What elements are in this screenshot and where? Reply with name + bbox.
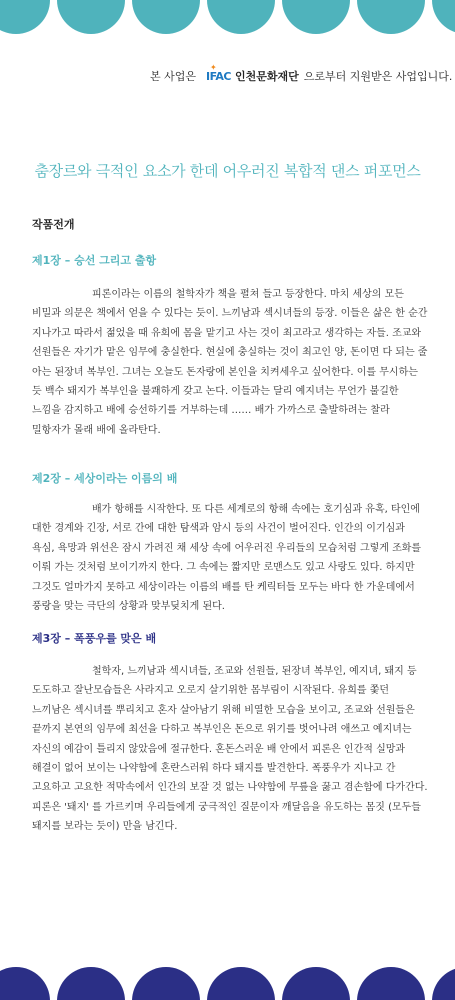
sponsor-prefix: 본 사업은 bbox=[150, 70, 197, 83]
ifac-logo-mark: ✦ IFAC bbox=[206, 62, 231, 83]
decorative-circle bbox=[57, 967, 125, 1000]
logo-spark-icon: ✦ bbox=[210, 62, 217, 72]
chapter-3-body: 철학자, 느끼남과 섹시녀들, 조교와 선원들, 된장녀 복부인, 예지녀, 돼지 등 도도하고 잘난모습들은 사라지고 오로지 살기위한 몸부림이 시작된다. 유희를 쫓던 느끼남은 섹시녀를 뿌리치고 혼자 살아남기 위해 비열한 모습을 보이고, 조교와 선원들은 끝까지 본연의 임무에 최선을 다하고 복부인은 돈으로 위기를 벗어나려 애쓰고 예지녀는 자신의 예감이 틀리지 않았음에 절규한다. 혼돈스러운 배 안에서 피론은 인간적 실망과 해결이 없어 보이는 나약함에 혼란스러워 하다 돼지를 발견한다. 폭풍우가 지나고 간 고요하고 고요한 적막속에서 인간의 보잘 것 없는 나약함에 무릎을 꿇고 겸손함에 다가간다. 피론은 '돼지' 를 가르키며 우리들에게 궁극적인 질문이자 깨달음을 유도하는 몸짓 (모두들 돼지를 보라는 듯이) 만을 남긴다. bbox=[32, 666, 428, 833]
chapter-2-title: 제2장 – 세상이라는 이름의 배 bbox=[32, 472, 178, 485]
chapter-1-body: 피론이라는 이름의 철학자가 책을 펼쳐 들고 등장한다. 마치 세상의 모든 비밀과 의문은 책에서 얻을 수 있다는 듯이. 느끼남과 섹시녀들의 등장. 이들은 삶은 한 순간 지나가고 따라서 젊었을 때 유희에 몸을 맡기고 사는 것이 최고라고 생각하는 자들. 조교와 선원들은 자기가 맡은 임무에 충실한다. 현실에 충실하는 것이 최고인 양, 돈이면 다 되는 줄 아는 된장녀 복부인. 그녀는 오늘도 돈자랑에 본인을 치켜세우고 싶어한다. 이를 무시하는 듯 백수 돼지가 복부인을 불쾌하게 갖고 논다. 이들과는 달리 예지녀는 무언가 불길한 느낌을 감지하고 배에 승선하기를 거부하는데 …… 배가 가까스로 출발하려는 찰라 밀항자가 몰래 배에 올라탄다. bbox=[32, 289, 428, 436]
top-decorative-circles bbox=[0, 0, 455, 38]
section-heading: 작품전개 bbox=[32, 218, 75, 231]
decorative-circle bbox=[357, 0, 425, 34]
ifac-logo-name: 인천문화재단 bbox=[234, 70, 299, 83]
chapter-3-title: 제3장 – 폭풍우를 맞은 배 bbox=[32, 632, 157, 645]
decorative-circle bbox=[132, 967, 200, 1000]
chapter-2-body: 배가 항해를 시작한다. 또 다른 세계로의 항해 속에는 호기심과 유혹, 타인에 대한 경계와 긴장, 서로 간에 대한 탐색과 암시 등의 사건이 벌어진다. 인간의 이기심과 욕심, 욕망과 위선은 잠시 가려진 채 세상 속에 어우러진 우리들의 모습처럼 그렇게 조화를 이뤄 가는 것처럼 보이기까지 한다. 그 속에는 짧지만 로맨스도 있고 사랑도 있다. 하지만 그것도 얼마가지 못하고 세상이라는 이름의 배를 탄 케릭터들 모두는 바다 한 가운데에서 풍랑을 맞는 극단의 상황과 맞부딪치게 된다. bbox=[32, 504, 422, 613]
decorative-circle bbox=[0, 0, 50, 34]
chapter-1-title: 제1장 – 승선 그리고 출항 bbox=[32, 254, 157, 267]
decorative-circle bbox=[357, 967, 425, 1000]
decorative-circle bbox=[432, 967, 455, 1000]
decorative-circle bbox=[132, 0, 200, 34]
decorative-circle bbox=[282, 967, 350, 1000]
decorative-circle bbox=[432, 0, 455, 34]
sponsor-notice bbox=[150, 62, 453, 86]
decorative-circle bbox=[0, 967, 50, 1000]
decorative-circle bbox=[207, 0, 275, 34]
sponsor-suffix: 으로부터 지원받은 사업입니다. bbox=[303, 70, 453, 83]
decorative-circle bbox=[207, 967, 275, 1000]
decorative-circle bbox=[57, 0, 125, 34]
decorative-circle bbox=[282, 0, 350, 34]
bottom-decorative-circles bbox=[0, 962, 455, 1000]
page-title: 춤장르와 극적인 요소가 한데 어우러진 복합적 댄스 퍼포먼스 bbox=[34, 162, 421, 180]
ifac-logo bbox=[206, 62, 299, 84]
